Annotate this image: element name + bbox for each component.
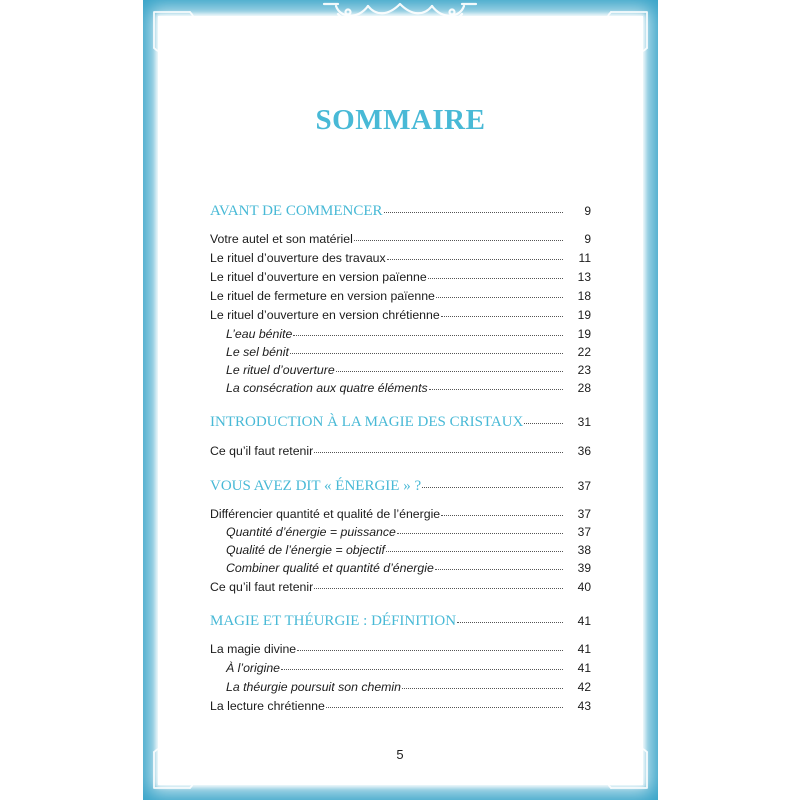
page-number: 5 <box>396 747 404 762</box>
toc-entry[interactable] <box>210 232 591 246</box>
toc-subentry[interactable] <box>226 327 591 341</box>
dot-leader <box>428 278 563 279</box>
dot-leader <box>290 353 563 354</box>
toc-entry-title: Ce qu’il faut retenir <box>210 444 314 458</box>
dot-leader <box>435 569 563 570</box>
corner-ornament-br-icon <box>595 736 651 792</box>
dot-leader <box>387 259 563 260</box>
toc-entry-title: Différencier quantité et qualité de l’énergie <box>210 507 441 521</box>
dot-leader <box>281 669 563 670</box>
toc-entry-title: Combiner qualité et quantité d’énergie <box>226 561 434 575</box>
toc-entry-title: Ce qu’il faut retenir <box>210 580 314 594</box>
toc-page-number: 42 <box>577 680 591 694</box>
page-title: SOMMAIRE <box>315 104 486 136</box>
dot-leader <box>397 533 563 534</box>
toc-section-title: AVANT DE COMMENCER <box>210 203 383 219</box>
dot-leader <box>336 371 563 372</box>
toc-section[interactable] <box>210 203 591 220</box>
corner-ornament-tl-icon <box>150 8 206 64</box>
toc-entry[interactable] <box>210 642 591 656</box>
toc-entry[interactable] <box>210 251 591 265</box>
toc-page-number: 41 <box>577 642 591 656</box>
toc-entry-title: Le rituel d’ouverture des travaux <box>210 251 386 265</box>
toc-page-number: 31 <box>577 415 591 429</box>
dot-leader <box>314 452 563 453</box>
toc-page-number: 40 <box>577 580 591 594</box>
toc-page-number: 38 <box>577 543 591 557</box>
dot-leader <box>386 551 563 552</box>
dot-leader <box>441 515 563 516</box>
dot-leader <box>457 622 563 623</box>
dot-leader <box>402 688 563 689</box>
toc-page-number: 43 <box>577 699 591 713</box>
toc-page-number: 28 <box>577 381 591 395</box>
dot-leader <box>314 588 563 589</box>
toc-section[interactable] <box>210 414 591 431</box>
toc-section-title: VOUS AVEZ DIT « ÉNERGIE » ? <box>210 478 422 494</box>
toc-page-number: 22 <box>577 345 591 359</box>
toc-entry[interactable] <box>210 308 591 322</box>
dot-leader <box>422 487 563 488</box>
toc-section-title: MAGIE ET THÉURGIE : DÉFINITION <box>210 613 457 629</box>
dot-leader <box>524 423 563 424</box>
toc-subentry[interactable] <box>226 363 591 377</box>
toc-entry[interactable] <box>210 699 591 713</box>
toc-page-number: 13 <box>577 270 591 284</box>
toc-page-number: 37 <box>577 507 591 521</box>
toc-page-number: 37 <box>577 479 591 493</box>
toc-entry-title: Votre autel et son matériel <box>210 232 353 246</box>
toc-entry-title: La magie divine <box>210 642 297 656</box>
dot-leader <box>293 335 563 336</box>
toc-entry[interactable] <box>210 507 591 521</box>
toc-entry-title: À l’origine <box>226 661 280 675</box>
toc-entry-title: Le rituel de fermeture en version païenne <box>210 289 435 303</box>
toc-page-number: 37 <box>577 525 591 539</box>
toc-section[interactable] <box>210 478 591 495</box>
toc-entry[interactable] <box>210 444 591 458</box>
toc-entry-title: L’eau bénite <box>226 327 293 341</box>
dot-leader <box>436 297 563 298</box>
dot-leader <box>441 316 563 317</box>
dot-leader <box>326 707 563 708</box>
corner-ornament-tr-icon <box>595 8 651 64</box>
toc-subentry[interactable] <box>226 680 591 694</box>
dot-leader <box>429 389 563 390</box>
toc-entry[interactable] <box>210 270 591 284</box>
toc-page-number: 36 <box>577 444 591 458</box>
toc-page-number: 9 <box>584 232 591 246</box>
dot-leader <box>384 212 563 213</box>
toc-page-number: 9 <box>584 204 591 218</box>
toc-entry[interactable] <box>210 580 591 594</box>
toc-subentry[interactable] <box>226 543 591 557</box>
toc-entry[interactable] <box>210 289 591 303</box>
toc-page-number: 41 <box>577 661 591 675</box>
toc-section[interactable] <box>210 613 591 630</box>
dot-leader <box>297 650 563 651</box>
toc-page-number: 18 <box>577 289 591 303</box>
toc-page-number: 19 <box>577 308 591 322</box>
toc-subentry[interactable] <box>226 381 591 395</box>
toc-entry-title: La théurgie poursuit son chemin <box>226 680 401 694</box>
toc-page-number: 39 <box>577 561 591 575</box>
toc-page-number: 11 <box>578 251 591 265</box>
toc-subentry[interactable] <box>226 561 591 575</box>
toc-entry-title: Le sel bénit <box>226 345 289 359</box>
toc-entry-title: Le rituel d’ouverture en version chrétienne <box>210 308 440 322</box>
toc-entry-title: Quantité d’énergie = puissance <box>226 525 396 539</box>
toc-entry-title: Le rituel d’ouverture en version païenne <box>210 270 427 284</box>
toc-subentry[interactable] <box>226 661 591 675</box>
toc-subentry[interactable] <box>226 345 591 359</box>
toc-entry-title: La lecture chrétienne <box>210 699 325 713</box>
toc-subentry[interactable] <box>226 525 591 539</box>
toc-entry-title: Qualité de l’énergie = objectif <box>226 543 385 557</box>
toc-page-number: 19 <box>577 327 591 341</box>
corner-ornament-bl-icon <box>150 736 206 792</box>
toc-entry-title: Le rituel d’ouverture <box>226 363 335 377</box>
toc-section-title: INTRODUCTION À LA MAGIE DES CRISTAUX <box>210 414 524 430</box>
toc-page-number: 23 <box>577 363 591 377</box>
top-ornament-icon <box>318 0 482 72</box>
dot-leader <box>354 240 563 241</box>
toc-page-number: 41 <box>577 614 591 628</box>
toc-entry-title: La consécration aux quatre éléments <box>226 381 428 395</box>
